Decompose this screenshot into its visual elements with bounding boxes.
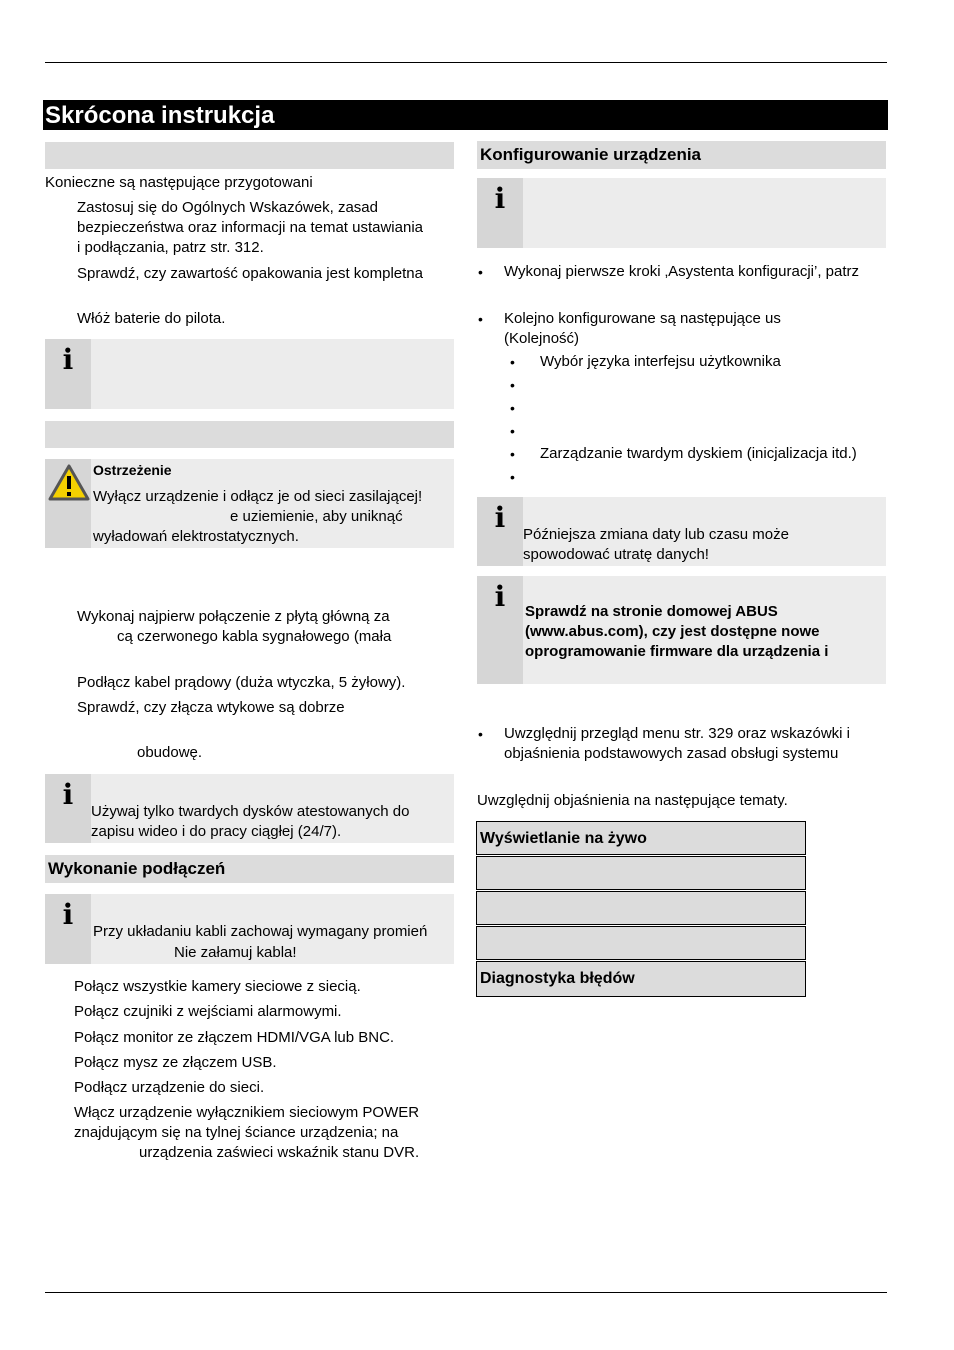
- hdd-step-1-line-2: cą czerwonego kabla sygnałowego (mała: [117, 628, 392, 645]
- hdd-tail: obudowę.: [137, 744, 203, 761]
- connection-step-5: Podłącz urządzenie do sieci.: [74, 1079, 265, 1096]
- sub-bullet-dot: •: [510, 400, 515, 416]
- menu-bullet-line-1: Uwzględnij przegląd menu str. 329 oraz wskazówki i: [504, 725, 850, 742]
- bullet-dot: •: [478, 311, 483, 327]
- connections-heading: Wykonanie podłączeń: [45, 855, 454, 883]
- settings-sub-1: Wybór języka interfejsu użytkownika: [540, 353, 781, 370]
- section-bar-preparation: [45, 142, 454, 169]
- section-bar-hdd: [45, 421, 454, 448]
- warning-line-3: wyładowań elektrostatycznych.: [93, 528, 299, 545]
- info-icon: i: [62, 778, 74, 811]
- connection-step-1: Połącz wszystkie kamery sieciowe z siecią.: [74, 978, 361, 995]
- sub-bullet-dot: •: [510, 377, 515, 393]
- firmware-note-line-1: Sprawdź na stronie domowej ABUS: [525, 603, 778, 620]
- connection-step-3: Połącz monitor ze złączem HDMI/VGA lub BNC.: [74, 1029, 395, 1046]
- bullet-dot: •: [478, 264, 483, 280]
- sub-bullet-dot: •: [510, 446, 515, 462]
- wizard-bullet: Wykonaj pierwsze kroki ‚Asystenta konfiguracji’, patrz: [504, 263, 859, 280]
- sub-bullet-dot: •: [510, 469, 515, 485]
- page-title: Skrócona instrukcja: [43, 100, 888, 130]
- settings-sub-5: Zarządzanie twardym dyskiem (inicjalizacja itd.): [540, 445, 857, 462]
- info-note-hdd: [45, 774, 454, 843]
- prep-item-1-line-1: Zastosuj się do Ogólnych Wskazówek, zasad: [77, 199, 378, 216]
- info-icon: i: [62, 343, 74, 376]
- settings-bullet: [504, 309, 781, 349]
- info-note-config: [477, 178, 886, 248]
- menu-bullet: [504, 724, 850, 764]
- hdd-step-2: Podłącz kabel prądowy (duża wtyczka, 5 żyłowy).: [77, 674, 406, 691]
- connection-step-6-line-2: znajdującym się na tylnej ściance urządzenia; na: [74, 1124, 399, 1141]
- hdd-note-line-1: Używaj tylko twardych dysków atestowanych do: [91, 803, 410, 820]
- info-icon: i: [494, 580, 506, 613]
- connection-step-2: Połącz czujniki z wejściami alarmowymi.: [74, 1003, 342, 1020]
- info-icon: i: [494, 182, 506, 215]
- warning-box: [45, 459, 454, 548]
- warning-line-2: e uziemienie, aby uniknąć: [230, 508, 403, 525]
- settings-bullet-line-2: (Kolejność): [504, 330, 580, 347]
- connection-step-6-line-3: urządzenia zaświeci wskaźnik stanu DVR.: [139, 1144, 420, 1161]
- hdd-step-1-line-1: Wykonaj najpierw połączenie z płytą główną za: [77, 608, 390, 625]
- settings-bullet-line-1: Kolejno konfigurowane są następujące us: [504, 310, 781, 327]
- firmware-note-line-2: (www.abus.com), czy jest dostępne nowe: [525, 623, 820, 640]
- warning-line-1: Wyłącz urządzenie i odłącz je od sieci zasilającej!: [93, 488, 423, 505]
- bottom-rule: [45, 1292, 887, 1293]
- date-note-line-1: Późniejsza zmiana daty lub czasu może: [523, 526, 789, 543]
- sub-bullet-dot: •: [510, 354, 515, 370]
- prep-item-2: Sprawdź, czy zawartość opakowania jest kompletna: [77, 265, 423, 282]
- info-note-firmware: [477, 576, 886, 684]
- top-rule: [45, 62, 887, 63]
- connection-step-6-line-1: Włącz urządzenie wyłącznikiem sieciowym POWER: [74, 1104, 420, 1121]
- bullet-dot: •: [478, 726, 483, 742]
- info-note-date: [477, 497, 886, 566]
- prep-item-1-line-2: bezpieczeństwa oraz informacji na temat ustawiania: [77, 219, 424, 236]
- connection-step-6: [74, 1103, 419, 1163]
- config-heading: Konfigurowanie urządzenia: [477, 141, 886, 169]
- prep-item-1-line-3: i podłączania, patrz str. 312.: [77, 239, 264, 256]
- topics-intro: Uwzględnij objaśnienia na następujące tematy.: [477, 792, 788, 809]
- topic-row-2: [476, 856, 806, 890]
- info-note-1: [45, 339, 454, 409]
- topic-row-diagnostics: Diagnostyka błędów: [476, 961, 806, 997]
- firmware-note-line-3: oprogramowanie firmware dla urządzenia i: [525, 643, 829, 660]
- info-note-cables: [45, 894, 454, 964]
- cables-note-line-1: Przy układaniu kabli zachowaj wymagany promień: [93, 923, 428, 940]
- date-note-line-2: spowodować utratę danych!: [523, 546, 709, 563]
- warning-title: Ostrzeżenie: [93, 462, 172, 478]
- hdd-note-line-2: zapisu wideo i do pracy ciągłej (24/7).: [91, 823, 342, 840]
- prep-intro: Konieczne są następujące przygotowani: [45, 174, 313, 191]
- info-icon: i: [494, 501, 506, 534]
- topic-row-4: [476, 926, 806, 960]
- menu-bullet-line-2: objaśnienia podstawowych zasad obsługi systemu: [504, 745, 839, 762]
- warning-icon: [47, 463, 91, 503]
- topic-row-3: [476, 891, 806, 925]
- cables-note-line-2: Nie załamuj kabla!: [174, 944, 297, 961]
- prep-item-1: [77, 198, 423, 258]
- prep-item-3: Włóż baterie do pilota.: [77, 310, 226, 327]
- sub-bullet-dot: •: [510, 423, 515, 439]
- topic-row-live-view: Wyświetlanie na żywo: [476, 821, 806, 855]
- hdd-step-3: Sprawdź, czy złącza wtykowe są dobrze: [77, 699, 345, 716]
- connection-step-4: Połącz mysz ze złączem USB.: [74, 1054, 277, 1071]
- info-icon: i: [62, 898, 74, 931]
- hdd-step-1: [77, 607, 391, 647]
